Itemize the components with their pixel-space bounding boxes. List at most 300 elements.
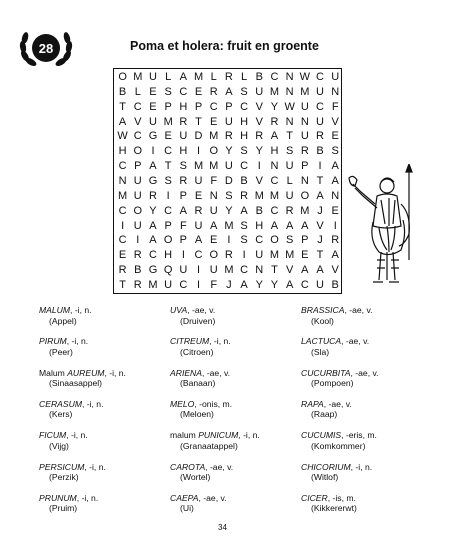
vocab-latin-word: PERSICUM: [39, 461, 85, 472]
grid-row: [115, 145, 343, 157]
grid-letter: C: [316, 100, 324, 113]
grid-letter: E: [194, 189, 203, 202]
vocab-translation: (Kikkererwt): [311, 503, 357, 514]
grid-letter: D: [194, 130, 203, 143]
vocab-grammar: , -eris, m.: [341, 430, 377, 441]
grid-letter: L: [210, 71, 217, 83]
grid-letter: A: [285, 278, 294, 291]
grid-letter: C: [118, 234, 127, 247]
vocab-grammar: , -i, n.: [104, 367, 126, 378]
grid-letter: C: [240, 100, 249, 113]
vocab-translation: (Wortel): [180, 472, 211, 482]
vocab-translation: (Witlof): [311, 472, 339, 482]
vocab-entry: [170, 399, 232, 420]
page-number: 34: [218, 523, 227, 532]
grid-letter: A: [331, 174, 339, 187]
grid-letter: J: [317, 204, 323, 217]
grid-letter: R: [118, 264, 127, 277]
vocab-translation: (Kers): [49, 409, 73, 420]
grid-letter: E: [301, 249, 309, 262]
grid-letter: R: [270, 115, 279, 128]
grid-letter: M: [300, 204, 310, 217]
grid-letter: C: [164, 204, 173, 217]
grid-letter: U: [209, 264, 218, 277]
vocab-latin-word: CUCURBITA: [301, 367, 351, 378]
grid-letter: U: [331, 71, 340, 83]
grid-letter: C: [270, 71, 279, 83]
grid-letter: F: [210, 278, 218, 291]
grid-letter: A: [225, 85, 233, 98]
grid-letter: O: [118, 71, 127, 83]
grid-letter: A: [149, 160, 157, 173]
grid-letter: C: [194, 249, 203, 262]
vocab-latin-word: CERASUM: [39, 398, 82, 409]
vocab-grammar: , -i, n.: [66, 336, 89, 347]
vocab-entry: [301, 305, 373, 326]
vocab-latin-word: PIRUM: [39, 336, 67, 347]
vocab-grammar: , -i, n.: [76, 492, 99, 503]
grid-letter: N: [300, 115, 309, 128]
grid-row: [115, 279, 343, 291]
grid-letter: A: [301, 264, 309, 277]
vocab-latin-word: CICER: [301, 492, 328, 503]
grid-letter: P: [164, 219, 172, 232]
grid-letter: S: [225, 189, 233, 202]
vocab-translation: (Banaan): [180, 378, 216, 389]
vocab-entry: [301, 462, 372, 483]
grid-letter: E: [118, 249, 127, 262]
grid-letter: P: [194, 100, 203, 113]
vocab-entry: [39, 493, 98, 514]
grid-letter: B: [316, 145, 324, 158]
vocab-latin-word: CUCUMIS: [301, 430, 342, 441]
grid-letter: H: [270, 145, 279, 158]
grid-letter: O: [270, 234, 279, 247]
vocab-grammar: , -i, n.: [84, 461, 106, 472]
grid-letter: I: [181, 249, 185, 262]
grid-letter: U: [224, 160, 233, 173]
grid-letter: C: [255, 234, 264, 247]
grid-letter: V: [255, 100, 263, 113]
grid-letter: G: [148, 264, 158, 277]
vocab-entry: [170, 462, 233, 483]
grid-row: [115, 160, 343, 172]
grid-letter: U: [224, 115, 233, 128]
grid-letter: I: [121, 219, 125, 232]
vocab-entry: [170, 430, 260, 451]
grid-letter: Y: [255, 145, 263, 158]
grid-row: [115, 205, 343, 217]
vocab-translation: (Perzik): [49, 472, 79, 482]
grid-letter: R: [255, 130, 264, 143]
grid-letter: U: [316, 278, 324, 291]
grid-letter: M: [193, 160, 204, 173]
vocab-entry: [170, 336, 231, 357]
grid-letter: U: [285, 160, 294, 173]
grid-letter: N: [255, 264, 264, 277]
grid-row: [115, 249, 343, 261]
grid-letter: A: [240, 204, 248, 217]
grid-letter: H: [240, 115, 249, 128]
grid-letter: U: [255, 249, 264, 262]
grid-letter: A: [194, 234, 203, 247]
grid-letter: C: [240, 264, 249, 277]
grid-letter: H: [255, 219, 264, 232]
grid-letter: Y: [270, 100, 279, 113]
vocab-grammar: , -ae, v.: [187, 305, 216, 315]
grid-letter: M: [118, 189, 128, 202]
vocab-latin-word: ARIENA: [170, 367, 202, 378]
grid-letter: W: [284, 100, 295, 113]
grid-letter: N: [285, 85, 294, 98]
grid-letter: C: [209, 100, 218, 113]
grid-letter: G: [148, 174, 158, 187]
grid-letter: F: [331, 100, 339, 113]
grid-letter: C: [240, 160, 249, 173]
vocab-grammar: , -onis, m.: [194, 398, 233, 409]
vocab-translation: (Citroen): [180, 346, 214, 357]
vocab-entry: [301, 430, 377, 451]
vocab-prefix: malum: [170, 430, 199, 441]
vocab-latin-word: CHICORIUM: [301, 461, 351, 472]
vocab-entry: [39, 336, 88, 357]
grid-letter: R: [331, 234, 340, 247]
vocab-entry: [301, 493, 357, 514]
grid-letter: R: [179, 115, 188, 128]
grid-letter: N: [331, 189, 340, 202]
grid-letter: M: [300, 85, 310, 98]
grid-letter: R: [209, 85, 218, 98]
grid-letter: U: [148, 115, 157, 128]
grid-letter: S: [331, 145, 339, 158]
vocab-latin-word: CITREUM: [170, 336, 210, 347]
vocab-entry: [301, 368, 379, 389]
grid-letter: B: [255, 204, 263, 217]
vocab-translation: (Appel): [49, 315, 77, 326]
vocab-latin-word: FICUM: [39, 430, 67, 441]
grid-letter: S: [285, 145, 294, 158]
grid-letter: B: [240, 174, 248, 187]
grid-row: [115, 264, 343, 276]
vocab-translation: (Raap): [311, 409, 338, 420]
grid-row: [115, 71, 343, 83]
grid-letter: T: [316, 249, 324, 262]
grid-letter: O: [209, 249, 218, 262]
grid-letter: C: [270, 204, 279, 217]
grid-letter: P: [179, 234, 188, 247]
vocab-translation: (Pompoen): [311, 378, 354, 389]
grid-letter: A: [240, 278, 248, 291]
vocab-entry: [301, 336, 369, 357]
grid-letter: P: [179, 189, 188, 202]
vocab-latin-word: BRASSICA: [301, 305, 345, 315]
grid-letter: B: [331, 278, 339, 291]
vocab-grammar: , -ae, v.: [205, 461, 234, 472]
grid-letter: I: [197, 145, 201, 158]
vocab-entry: [170, 305, 215, 326]
vocab-translation: (Granaatappel): [180, 440, 238, 451]
grid-letter: R: [300, 145, 309, 158]
grid-letter: O: [133, 204, 143, 217]
grid-letter: C: [133, 130, 142, 143]
grid-letter: A: [149, 234, 157, 247]
vocab-grammar: , -is, m.: [327, 492, 356, 503]
grid-letter: I: [257, 160, 261, 173]
grid-letter: S: [240, 219, 248, 232]
grid-letter: I: [227, 234, 231, 247]
grid-letter: V: [331, 264, 339, 277]
grid-letter: S: [240, 145, 248, 158]
vocab-translation: (Pruim): [49, 503, 78, 514]
grid-letter: U: [194, 219, 203, 232]
grid-row: [115, 190, 343, 202]
grid-letter: S: [240, 85, 248, 98]
vocab-grammar: , -ae, v.: [323, 398, 352, 409]
grid-letter: M: [133, 71, 143, 83]
grid-letter: H: [179, 100, 188, 113]
vocab-prefix: Malum: [39, 367, 68, 378]
grid-letter: U: [255, 85, 264, 98]
grid-letter: U: [133, 189, 142, 202]
grid-letter: M: [209, 160, 219, 173]
grid-letter: V: [134, 115, 142, 128]
vocab-grammar: , -ae, v.: [202, 367, 231, 378]
vocab-grammar: , -i, n.: [66, 430, 88, 441]
grid-letter: Y: [270, 278, 279, 291]
vocab-latin-word: MELO: [170, 398, 195, 409]
grid-letter: R: [224, 71, 233, 83]
grid-letter: U: [316, 85, 324, 98]
grid-letter: S: [240, 234, 248, 247]
vocab-latin-word: MALUM: [39, 305, 71, 315]
grid-letter: T: [271, 264, 278, 277]
grid-letter: E: [149, 100, 157, 113]
vocab-latin-word: PUNICUM: [198, 430, 239, 441]
grid-row: [115, 101, 343, 113]
grid-letter: N: [270, 160, 279, 173]
vocab-entry: [39, 399, 103, 420]
grid-letter: U: [148, 71, 157, 83]
grid-letter: M: [254, 189, 264, 202]
exercise-number: 28: [38, 41, 54, 56]
vocab-grammar: , -i, n.: [209, 336, 231, 347]
grid-letter: A: [316, 189, 324, 202]
grid-letter: V: [255, 174, 263, 187]
grid-letter: Y: [149, 204, 157, 217]
vocab-translation: (Vijg): [49, 440, 69, 451]
vocab-latin-word: PRUNUM: [39, 492, 77, 503]
grid-letter: O: [133, 145, 143, 158]
vocab-entry: [170, 368, 230, 389]
vocab-translation: (Komkommer): [311, 440, 366, 451]
vocab-grammar: , -i, n.: [81, 398, 104, 409]
grid-letter: U: [285, 189, 294, 202]
grid-letter: A: [270, 219, 279, 232]
vocab-latin-word: LACTUCA: [301, 336, 342, 347]
grid-letter: E: [194, 85, 203, 98]
grid-letter: C: [148, 249, 157, 262]
grid-letter: S: [285, 234, 294, 247]
grid-letter: C: [164, 145, 173, 158]
grid-letter: R: [148, 189, 157, 202]
grid-letter: M: [224, 264, 234, 277]
vocab-latin-word: RAPA: [301, 398, 324, 409]
grid-letter: U: [179, 130, 188, 143]
grid-letter: C: [118, 204, 127, 217]
page-title: Poma et holera: fruit en groente: [130, 39, 319, 53]
grid-letter: P: [301, 234, 309, 247]
grid-letter: R: [316, 130, 324, 143]
grid-letter: U: [300, 100, 309, 113]
grid-letter: E: [210, 234, 218, 247]
grid-letter: A: [270, 130, 279, 143]
grid-letter: E: [164, 130, 172, 143]
grid-letter: E: [210, 115, 218, 128]
grid-letter: F: [210, 174, 218, 187]
grid-letter: P: [225, 100, 233, 113]
vocab-grammar: , -i, n.: [70, 305, 92, 315]
grid-letter: H: [240, 130, 249, 143]
vocab-latin-word: CAROTA: [170, 461, 206, 472]
grid-letter: L: [241, 71, 248, 83]
grid-letter: O: [209, 145, 218, 158]
grid-letter: T: [164, 160, 172, 173]
grid-letter: I: [151, 145, 155, 158]
grid-letter: I: [197, 264, 201, 277]
grid-letter: V: [255, 115, 263, 128]
laurel-wreath-icon: [17, 26, 75, 70]
grid-letter: A: [285, 219, 294, 232]
grid-letter: I: [242, 249, 246, 262]
grid-row: [115, 234, 343, 246]
grid-letter: S: [164, 174, 172, 187]
grid-letter: R: [133, 278, 142, 291]
grid-letter: U: [133, 174, 142, 187]
vocab-translation: (Sinaasappel): [49, 378, 103, 389]
grid-letter: I: [333, 219, 337, 232]
grid-letter: A: [149, 219, 157, 232]
grid-letter: B: [255, 71, 263, 83]
vocab-translation: (Peer): [49, 346, 73, 357]
vocab-grammar: , -ae, v.: [344, 305, 373, 315]
grid-letter: R: [194, 204, 203, 217]
roman-emperor-illustration: [343, 164, 425, 298]
grid-letter: N: [285, 71, 294, 83]
grid-letter: V: [285, 264, 294, 277]
grid-row: [115, 116, 343, 128]
grid-letter: J: [226, 278, 232, 291]
grid-letter: C: [316, 71, 324, 83]
grid-letter: P: [164, 100, 172, 113]
grid-letter: A: [331, 249, 339, 262]
vocab-grammar: , -ae, v.: [341, 336, 370, 347]
grid-letter: A: [301, 219, 309, 232]
grid-letter: C: [300, 278, 309, 291]
grid-letter: L: [165, 71, 172, 83]
grid-letter: A: [118, 115, 127, 128]
grid-letter: E: [331, 130, 339, 143]
grid-letter: C: [270, 174, 279, 187]
grid-letter: I: [136, 234, 140, 247]
grid-letter: H: [164, 249, 173, 262]
exercise-number-badge: [17, 26, 75, 70]
vocab-grammar: , -ae, v.: [350, 367, 379, 378]
grid-letter: O: [163, 234, 173, 247]
grid-letter: L: [286, 174, 293, 187]
grid-row: [115, 130, 343, 142]
vocab-latin-word: AUREUM: [67, 367, 105, 378]
grid-letter: M: [193, 71, 204, 83]
grid-letter: M: [209, 130, 219, 143]
vocab-entry: [39, 462, 106, 483]
grid-letter: N: [331, 85, 340, 98]
grid-letter: A: [210, 219, 218, 232]
grid-letter: B: [134, 264, 142, 277]
grid-letter: A: [316, 264, 324, 277]
vocab-entry: [39, 430, 88, 451]
grid-letter: H: [118, 145, 127, 158]
vocab-translation: (Meloen): [180, 409, 214, 420]
vocab-latin-word: UVA: [170, 305, 188, 315]
grid-letter: T: [195, 115, 202, 128]
grid-letter: C: [179, 278, 188, 291]
vocab-grammar: , -i, n.: [238, 430, 260, 441]
grid-letter: A: [331, 160, 339, 173]
grid-letter: W: [117, 130, 128, 143]
grid-letter: U: [164, 278, 173, 291]
grid-letter: A: [179, 204, 188, 217]
grid-letter: S: [179, 160, 188, 173]
grid-letter: O: [300, 189, 310, 202]
grid-letter: T: [286, 130, 294, 143]
grid-row: [115, 86, 343, 98]
grid-letter: N: [300, 174, 309, 187]
grid-letter: U: [316, 115, 324, 128]
grid-letter: A: [179, 71, 188, 83]
grid-letter: I: [166, 189, 170, 202]
grid-letter: R: [179, 174, 188, 187]
grid-letter: Y: [255, 278, 263, 291]
grid-letter: Q: [163, 264, 173, 277]
grid-letter: R: [240, 189, 249, 202]
grid-letter: W: [299, 71, 311, 83]
grid-letter: U: [300, 130, 309, 143]
grid-letter: M: [269, 85, 280, 98]
grid-letter: C: [133, 100, 142, 113]
grid-letter: C: [118, 160, 127, 173]
grid-letter: V: [316, 219, 324, 232]
grid-letter: N: [285, 115, 294, 128]
grid-letter: T: [119, 100, 126, 113]
grid-letter: P: [301, 160, 309, 173]
grid-letter: R: [285, 204, 294, 217]
vocab-grammar: , -i, n.: [350, 461, 373, 472]
vocab-entry: [301, 399, 352, 420]
vocab-translation: (Ui): [180, 503, 194, 514]
grid-letter: Y: [225, 204, 233, 217]
grid-letter: T: [316, 174, 324, 187]
grid-letter: R: [224, 249, 233, 262]
grid-letter: H: [179, 145, 188, 158]
grid-letter: E: [331, 204, 339, 217]
grid-letter: Y: [225, 145, 233, 158]
vocab-translation: (Sla): [311, 346, 330, 357]
vocab-entry: [39, 368, 126, 389]
vocab-entry: [39, 305, 92, 326]
vocab-latin-word: CAEPA: [170, 492, 199, 503]
grid-letter: U: [194, 174, 203, 187]
word-search-grid: [113, 68, 342, 294]
